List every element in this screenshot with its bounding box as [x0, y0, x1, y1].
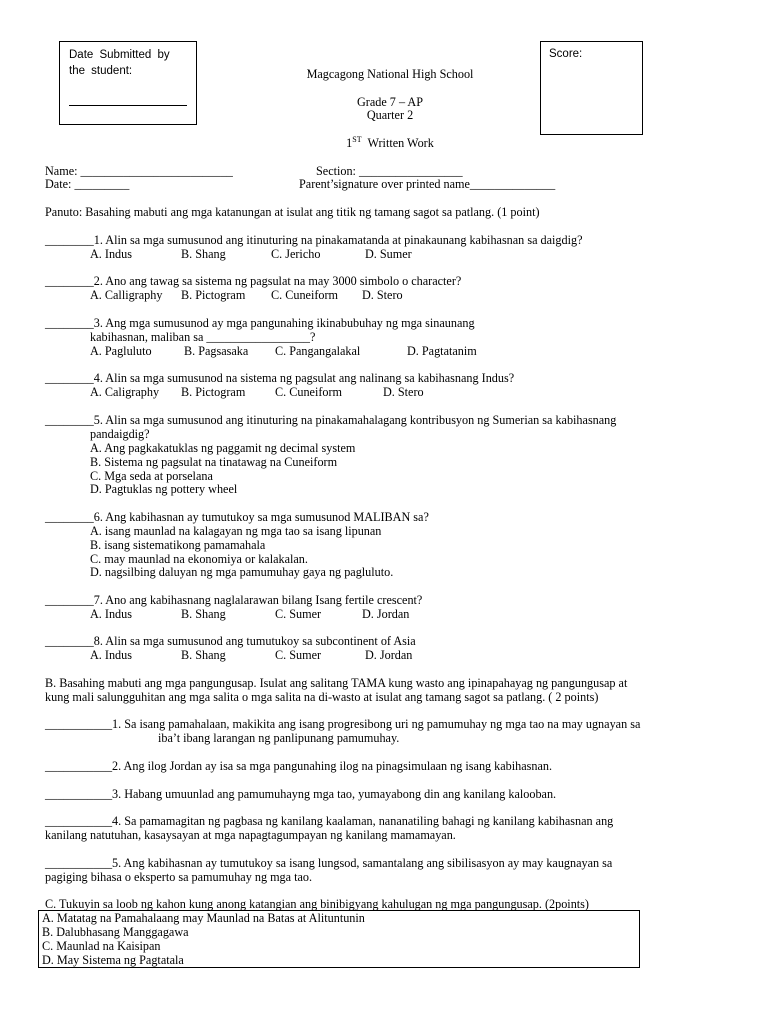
option: A. Indus — [90, 648, 132, 662]
option: C. Cuneiform — [275, 385, 343, 399]
name-field: Name: _________________________ — [45, 164, 233, 178]
option: A. Caligraphy — [90, 385, 160, 399]
instructions-part-a: Panuto: Basahing mabuti ang mga katanungan at isulat ang titik ng tamang sagot sa patlang. (1 point) — [45, 205, 540, 219]
option: C. Cuneiform — [271, 288, 339, 302]
option: D. Pagtuklas ng pottery wheel — [90, 482, 238, 496]
question-stem-continued: pandaigdig? — [90, 427, 150, 441]
statement-5: ___________5. Ang kabihasnan ay tumutukoy sa isang lungsod, samantalang ang sibilisasyon ay may kaugnayan sa — [45, 856, 613, 870]
statement-4-continued: kanilang natutuhan, kasaysayan at mga napagtagumpayan ng kanilang mamamayan. — [45, 828, 456, 842]
option: C. Jericho — [271, 247, 321, 261]
statement-1-continued: iba’t ibang larangan ng panlipunang pamumuhay. — [158, 731, 400, 745]
statement-3: ___________3. Habang umuunlad ang pamumuhayng mga tao, yumayabong din ang kanilang kalooban. — [45, 787, 557, 801]
question-stem-continued: kabihasnan, maliban sa _________________? — [90, 330, 316, 344]
option: C. Pangangalakal — [275, 344, 361, 358]
statement-5-continued: pagiging bihasa o eksperto sa pamumuhay ng mga tao. — [45, 870, 313, 884]
option: B. Pagsasaka — [184, 344, 249, 358]
question-stem: ________3. Ang mga sumusunod ay mga pangunahing ikinabubuhay ng mga sinaunang — [45, 316, 475, 330]
option: D. Stero — [362, 288, 403, 302]
score-label: Score: — [549, 48, 583, 60]
question-stem: ________4. Alin sa mga sumusunod na sistema ng pagsulat ang nalinang sa kabihasnang Indus? — [45, 371, 515, 385]
option: B. Shang — [181, 247, 226, 261]
question-stem: ________1. Alin sa mga sumusunod ang itinuturing na pinakamatanda at pinakaunang kabihasnan sa daigdig? — [45, 233, 583, 247]
written-work-number: 1 — [346, 136, 353, 150]
parent-signature-field: Parent’signature over printed name______________ — [299, 177, 556, 191]
option: D. Pagtatanim — [407, 344, 477, 358]
option: A. Calligraphy — [90, 288, 163, 302]
choices-box — [38, 910, 640, 968]
section-field: Section: _________________ — [316, 164, 463, 178]
option: C. may maunlad na ekonomiya or kalakalan. — [90, 552, 308, 566]
date-submitted-box — [59, 41, 197, 125]
option: B. Sistema ng pagsulat na tinatawag na Cuneiform — [90, 455, 338, 469]
question-stem: ________5. Alin sa mga sumusunod ang itinuturing na pinakamahalagang kontribusyon ng Sumerian sa kabihasnang — [45, 413, 617, 427]
statement-2: ___________2. Ang ilog Jordan ay isa sa mga pangunahing ilog na pinagsimulaan ng isang kabihasnan. — [45, 759, 553, 773]
option: D. nagsilbing daluyan ng mga pamumuhay gaya ng pagluluto. — [90, 565, 394, 579]
grade-level: Grade 7 – AP — [356, 95, 423, 109]
written-work-title — [220, 136, 560, 150]
option: D. Stero — [383, 385, 424, 399]
choice-item: C. Maunlad na Kaisipan — [42, 939, 161, 953]
option: D. Jordan — [365, 648, 413, 662]
instructions-part-c: C. Tukuyin sa loob ng kahon kung anong katangian ang binibigyang kahulugan ng mga pangungusap. (2points) — [45, 897, 589, 911]
instructions-part-b-continued: kung mali salungguhitan ang mga salita o mga salita na di-wasto at isulat ang tamang sagot sa patlang. ( 2 points) — [45, 690, 599, 704]
option: B. Shang — [181, 648, 226, 662]
question-stem: ________8. Alin sa mga sumusunod ang tumutukoy sa subcontinent of Asia — [45, 634, 416, 648]
instructions-part-b: B. Basahing mabuti ang mga pangungusap. Isulat ang salitang TAMA kung wasto ang ipinapahayag ng pangungusap at — [45, 676, 628, 690]
date-submitted-line — [69, 105, 187, 106]
choice-item: A. Matatag na Pamahalaang may Maunlad na Batas at Alituntunin — [42, 911, 365, 925]
option: B. Shang — [181, 607, 226, 621]
statement-4: ___________4. Sa pamamagitan ng pagbasa ng kanilang kaalaman, nananatiling bahagi ng kanilang kabihasnan ang — [45, 814, 614, 828]
choice-item: D. May Sistema ng Pagtatala — [42, 953, 184, 967]
date-field: Date: _________ — [45, 177, 130, 191]
date-submitted-label: Date Submitted by the student: — [69, 49, 170, 77]
option: C. Sumer — [275, 607, 322, 621]
option: C. Mga seda at porselana — [90, 469, 213, 483]
choice-item: B. Dalubhasang Manggagawa — [42, 925, 189, 939]
option: A. Indus — [90, 607, 132, 621]
question-stem: ________6. Ang kabihasnan ay tumutukoy sa mga sumusunod MALIBAN sa? — [45, 510, 429, 524]
statement-1: ___________1. Sa isang pamahalaan, makikita ang isang progresibong uri ng pamumuhay ng mga tao na may ugnayan sa — [45, 717, 641, 731]
option: A. Pagluluto — [90, 344, 152, 358]
option: D. Jordan — [362, 607, 410, 621]
school-name: Magcagong National High School — [306, 67, 474, 81]
option: A. Indus — [90, 247, 132, 261]
option: A. isang maunlad na kalagayan ng mga tao sa isang lipunan — [90, 524, 382, 538]
written-work-suffix: ST — [352, 135, 362, 144]
option: B. Pictogram — [181, 385, 246, 399]
quarter: Quarter 2 — [366, 108, 414, 122]
option: A. Ang pagkakatuklas ng paggamit ng decimal system — [90, 441, 356, 455]
question-stem: ________2. Ano ang tawag sa sistema ng pagsulat na may 3000 simbolo o character? — [45, 274, 462, 288]
question-stem: ________7. Ano ang kabihasnang naglalarawan bilang Isang fertile crescent? — [45, 593, 423, 607]
option: C. Sumer — [275, 648, 322, 662]
option: B. Pictogram — [181, 288, 246, 302]
written-work-label: Written Work — [367, 136, 434, 150]
option: B. isang sistematikong pamamahala — [90, 538, 266, 552]
option: D. Sumer — [365, 247, 412, 261]
